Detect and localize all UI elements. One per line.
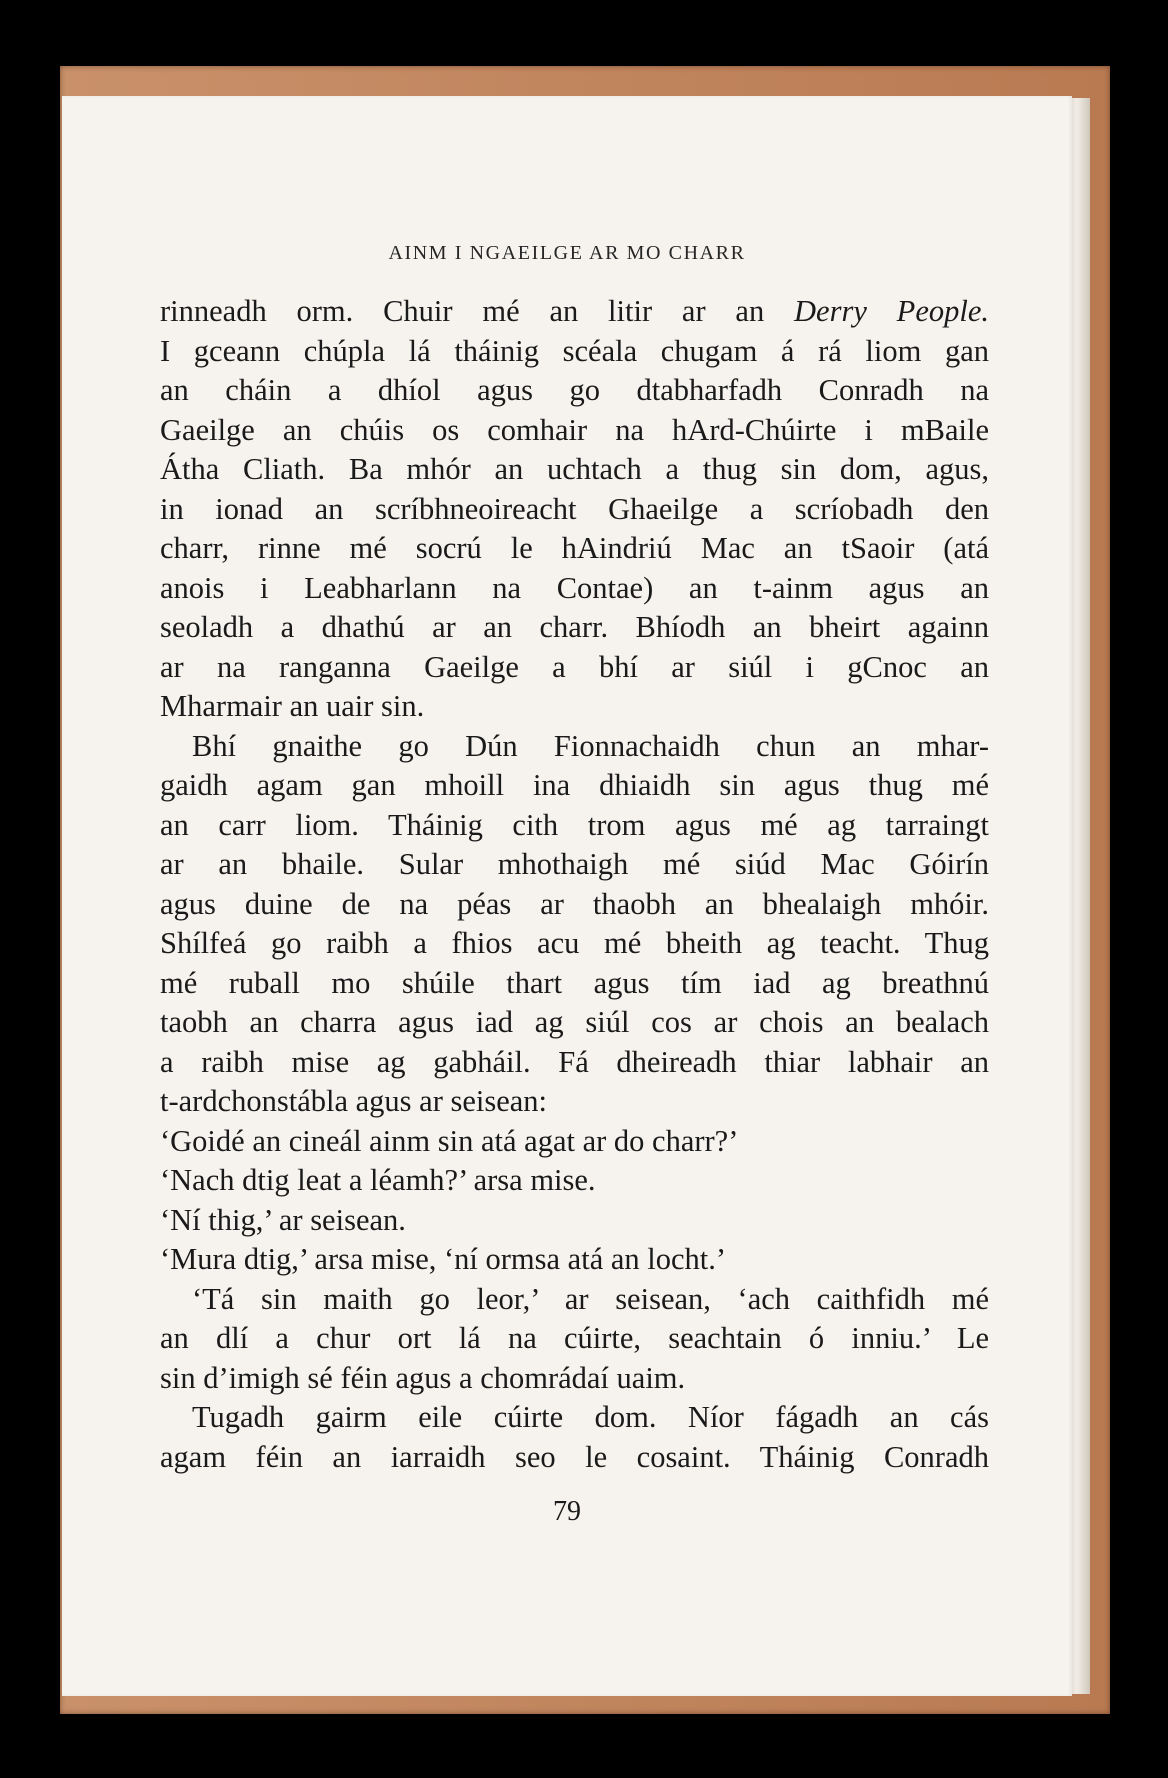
text-line: t-ardchonstábla agus ar seisean: xyxy=(160,1084,548,1118)
text-line: agus duine de na péas ar thaobh an bhealaigh mhóir. xyxy=(160,886,989,921)
text-line: Bhí gnaithe go Dún Fionnachaidh chun an mhar- xyxy=(192,728,989,763)
text-line: ‘Ní thig,’ ar seisean. xyxy=(160,1202,406,1237)
text-line: in ionad an scríbhneoireacht Ghaeilge a scríobadh den xyxy=(160,491,989,526)
text-line: an carr liom. Tháinig cith trom agus mé ag tarraingt xyxy=(160,807,989,842)
text-line: mé ruball mo shúile thart agus tím iad ag breathnú xyxy=(160,965,989,1000)
text-line: an cháin a dhíol agus go dtabharfadh Conradh na xyxy=(160,373,989,407)
page-number: 79 xyxy=(553,1496,581,1527)
text-line: Shílfeá go raibh a fhios acu mé bheith ag teacht. Thug xyxy=(160,926,989,960)
text-line: a raibh mise ag gabháil. Fá dheireadh thiar labhair an xyxy=(160,1044,989,1079)
text-line: ‘Tá sin maith go leor,’ ar seisean, ‘ach caithfidh mé xyxy=(192,1281,989,1316)
text-line: Tugadh gairm eile cúirte dom. Níor fágadh an cás xyxy=(192,1400,989,1434)
text-line: Gaeilge an chúis os comhair na hArd-Chúirte i mBaile xyxy=(160,412,989,447)
text-line: anois i Leabharlann na Contae) an t-ainm agus an xyxy=(160,570,989,605)
text-line: sin d’imigh sé féin agus a chomrádaí uaim. xyxy=(160,1360,686,1395)
body-text xyxy=(160,292,989,1477)
text-line: Átha Cliath. Ba mhór an uchtach a thug sin dom, agus, xyxy=(160,452,989,486)
text-line: ar an bhaile. Sular mhothaigh mé siúd Mac Góirín xyxy=(160,847,989,881)
book-page xyxy=(62,96,1072,1696)
running-head: AINM I NGAEILGE AR MO CHARR xyxy=(388,242,746,264)
text-line: charr, rinne mé socrú le hAindriú Mac an tSaoir (atá xyxy=(160,531,989,565)
text-line: ‘Mura dtig,’ arsa mise, ‘ní ormsa atá an locht.’ xyxy=(160,1242,727,1276)
text-line: ‘Goidé an cineál ainm sin atá agat ar do charr?’ xyxy=(160,1123,739,1158)
text-segment: rinneadh orm. Chuir mé an litir ar an xyxy=(160,294,795,328)
text-line xyxy=(160,292,989,332)
text-line: an dlí a chur ort lá na cúirte, seachtain ó inniu.’ Le xyxy=(160,1321,989,1355)
text-line: taobh an charra agus iad ag siúl cos ar chois an bealach xyxy=(160,1005,989,1039)
italic-title: Derry People. xyxy=(794,294,989,328)
text-line: agam féin an iarraidh seo le cosaint. Tháinig Conradh xyxy=(160,1439,989,1474)
text-line: Mharmair an uair sin. xyxy=(160,689,425,723)
text-line: seoladh a dhathú ar an charr. Bhíodh an bheirt againn xyxy=(160,610,989,644)
text-line: ‘Nach dtig leat a léamh?’ arsa mise. xyxy=(160,1163,596,1197)
text-line: ar na ranganna Gaeilge a bhí ar siúl i gCnoc an xyxy=(160,649,989,684)
text-line: I gceann chúpla lá tháinig scéala chugam á rá liom gan xyxy=(160,333,989,368)
text-line: gaidh agam gan mhoill ina dhiaidh sin agus thug mé xyxy=(160,768,989,802)
